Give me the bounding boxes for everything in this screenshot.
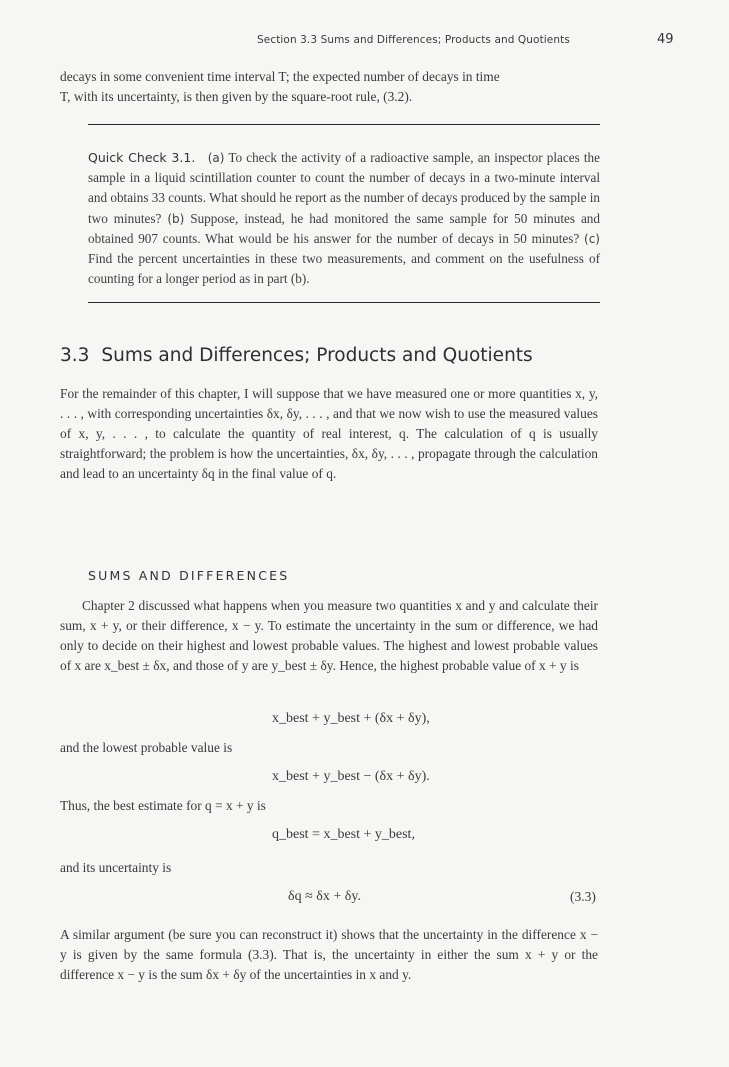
section-paragraph: For the remainder of this chapter, I will suppose that we have measured one or more quantities x, y, . . . , with corresponding uncertainties δx, δy, . . . , and that we now wish to use the measured values of x, y, . . . , to calculate the quantity of real interest, q. The calculation of q is usually straightforward; the problem is how the uncertainties, δx, δy, . . . , propagate through the calculation and lead to an uncertainty δq in the final value of q.	[60, 386, 598, 481]
intro-line-1: decays in some convenient time interval T; the expected number of decays in time	[60, 69, 500, 84]
best-estimate-lead: Thus, the best estimate for q = x + y is	[60, 798, 266, 813]
quick-check-text-a: To check the activity of a radioactive sample, an inspector places the sample in a liquid scintillation counter to count the number of decays in a two-minute interval and obtains 33 counts. What should he report as the number of decays produced by the sample in two minutes?	[88, 150, 600, 226]
quick-check-bottom-rule	[88, 302, 600, 303]
intro-line-2: T, with its uncertainty, is then given by the square-root rule, (3.2).	[60, 89, 413, 104]
equation-number: (3.3)	[570, 889, 596, 904]
subsection-paragraph: Chapter 2 discussed what happens when you measure two quantities x and y and calculate their sum, x + y, or their difference, x − y. To estimate the uncertainty in the sum or difference, we had only to decide on their highest and lowest probable values. The highest and lowest probable values of x are x_best ± δx, and those of y are y_best ± δy. Hence, the highest probable value of x + y is	[60, 598, 598, 673]
uncertainty-lead: and its uncertainty is	[60, 860, 172, 875]
lowest-value-lead: and the lowest probable value is	[60, 740, 233, 755]
page-number: 49	[657, 32, 674, 47]
quick-check-label: Quick Check 3.1.	[88, 150, 196, 165]
quick-check-part-a: (a)	[207, 151, 225, 165]
quick-check-text-c: Find the percent uncertainties in these two measurements, and comment on the usefulness of counting for a longer period as in part (b).	[88, 251, 600, 287]
quick-check-top-rule	[88, 124, 600, 125]
section-number: 3.3	[60, 345, 90, 366]
equation-best-estimate: q_best = x_best + y_best,	[272, 827, 415, 842]
equation-highest-value: x_best + y_best + (δx + δy),	[272, 711, 430, 726]
quick-check-part-c: (c)	[584, 231, 600, 246]
equation-lowest-value: x_best + y_best − (δx + δy).	[272, 769, 430, 784]
intro-paragraph	[60, 67, 598, 107]
quick-check-box	[88, 148, 600, 289]
running-head: Section 3.3 Sums and Differences; Products and Quotients	[257, 34, 570, 46]
subsection-heading: SUMS AND DIFFERENCES	[88, 568, 290, 583]
section-heading	[60, 345, 533, 366]
quick-check-text-b: Suppose, instead, he had monitored the same sample for 50 minutes and obtained 907 counts. What would be his answer for the number of decays in 50 minutes?	[88, 210, 600, 246]
quick-check-part-b: (b)	[167, 211, 185, 226]
equation-uncertainty-sum: δq ≈ δx + δy.	[288, 889, 361, 904]
section-title: Sums and Differences; Products and Quotients	[101, 345, 533, 366]
closing-paragraph: A similar argument (be sure you can reconstruct it) shows that the uncertainty in the difference x − y is given by the same formula (3.3). That is, the uncertainty in either the sum x + y or the difference x − y is the sum δx + δy of the uncertainties in x and y.	[60, 927, 598, 982]
